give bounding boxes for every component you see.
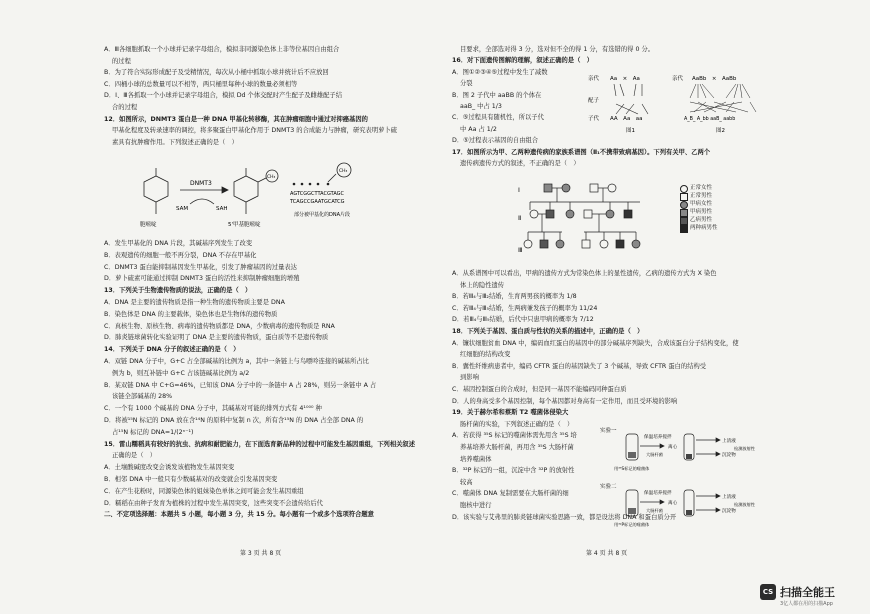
fig-ch3-label: CH₃	[267, 175, 276, 180]
left-page-footer: 第 3 页 共 8 页	[240, 550, 282, 557]
left-text-line: C．DNMT3 蛋白能抑制基因发生甲基化，引发了肿瘤基因的过量表达	[104, 263, 297, 271]
right-text-line: B．图 2 子代中 aaBB 的个体在	[452, 91, 542, 99]
exp1-label: 实验一	[600, 428, 617, 434]
right-text-line: C．⑤过程具有随机性，所以子代	[452, 114, 544, 122]
left-text-line: C．四桶小球的总数量可以不相等，两只桶里每种小球的数量必须相等	[104, 80, 298, 88]
exp-tag1-label: 用³⁵S标记的噬菌体	[614, 466, 650, 471]
right-text-line: 19．关于赫尔希和蔡斯 T2 噬菌体侵染大	[452, 409, 569, 417]
left-text-line: 甲基化程度及转录速率的调控，将多聚蛋白甲基化作用于 DNMT3 的合成能力与肿瘤，研究表明萝卜硫	[112, 127, 398, 135]
fig16-kids1: AA Aa aa	[610, 116, 643, 122]
fig16-gamete: 配子	[588, 98, 600, 104]
left-text-line: A．双链 DNA 分子中，G+C 占全部碱基的比例为 a，其中一条链上与鸟嘌呤连接的碱基所占比	[104, 358, 369, 365]
legend-both-diseases-male: 两种病男性	[690, 225, 718, 231]
left-text-line: B．为了符合实际形成配子及受精情况，每次从小桶中抓取小球并统计后不应放回	[104, 69, 329, 77]
fig16-fig2: 图2	[716, 128, 725, 134]
exp-tag2-label: 用³²P标记的噬菌体	[614, 522, 650, 527]
fig-sam-label: SAM	[176, 206, 189, 212]
left-text-line: 的过程	[112, 57, 131, 65]
scanner-brand-tagline: 3亿人都在用的扫描App	[780, 601, 833, 607]
fig16-parent1: 亲代	[588, 76, 600, 82]
cross-diagram-figure	[586, 70, 770, 136]
right-text-line: C．噬菌体 DNA 复制需要在大肠杆菌的细	[452, 490, 569, 498]
right-text-line: 较高	[460, 478, 473, 486]
fig16-genotypes1: Aa × Aa	[610, 76, 640, 82]
pedigree-legend	[680, 184, 760, 232]
right-text-line: 红细胞的结构改变	[460, 351, 511, 359]
fig16-fig1: 图1	[626, 128, 635, 134]
left-text-line: B．某双链 DNA 中 C+G=46%，已知该 DNA 分子中的一条链中 A 占 28%，则另一条链中 A 占	[104, 381, 377, 389]
right-text-line: A．图①②③④⑤过程中发生了减数	[452, 68, 548, 76]
right-page-footer: 第 4 页 共 8 页	[586, 550, 628, 557]
exp2-label: 实验二	[600, 484, 617, 490]
left-text-line: A．DNA 是主要的遗传物质是指一种生物的遗传物质主要是 DNA	[104, 299, 285, 306]
left-text-line: A．发生甲基化的 DNA 片段，其碱基序列发生了改变	[104, 240, 253, 247]
left-text-line: C．一个有 1000 个碱基的 DNA 分子中，其碱基对可能的排列方式有 4¹⁰⁰⁰ 种	[104, 405, 322, 413]
fig-seq-caption: 部分被甲基化的DNA片段	[294, 212, 351, 218]
left-text-line: 占¹⁵N 标记的 DNA=1/(2ⁿ⁻¹)	[112, 428, 194, 436]
left-text-line: B．表观遗传的细胞一般不再分裂，DNA 不存在甲基化	[104, 251, 257, 259]
fig-seq-top: AGTCGGCTTACGTAGC	[290, 191, 345, 197]
right-text-line: 胞核中进行	[460, 502, 492, 509]
left-text-line: D．Ⅰ、Ⅲ各抓取一个小球并记录字母组合，模拟 Dd 个体交配时产生配子及雌雄配子结	[104, 92, 342, 100]
exp-mix-label-2: 保温培养搅拌	[644, 491, 672, 496]
left-text-line: A．土壤酸碱度改变会诱发该植物发生基因突变	[104, 464, 235, 472]
left-text-line: A．Ⅲ各细胞抓取一个小球并记录字母组合，模拟非同源染色体上非等位基因自由组合	[104, 46, 340, 53]
phage-experiment-figure	[600, 424, 766, 536]
fig-5mc-label: 5'甲基胞嘧啶	[228, 222, 261, 228]
exp-down-label: 沉淀物	[722, 453, 736, 458]
fig16-kids2: A_B_ A_bb aaB_ aabb	[684, 117, 736, 122]
right-text-line: A．若获得 ³⁵S 标记的噬菌体需先用含 ³⁵S 培	[452, 432, 577, 440]
left-text-line: C．真核生物、原核生物、病毒的遗传物质都是 DNA，少数病毒的遗传物质是 RNA	[104, 322, 335, 330]
left-text-line: D．将被¹⁵N 标记的 DNA 放在含¹⁴N 的原料中复制 n 次，所有含¹⁵N 的 DNA 占全部 DNA 的	[104, 417, 364, 424]
fig-cytosine-label: 胞嘧啶	[140, 222, 157, 228]
legend-disease-a-female: 甲病女性	[690, 201, 713, 207]
right-text-line: C．若Ⅲ₄与Ⅲ₅结婚，生两病兼发孩子的概率为 11/24	[452, 304, 598, 312]
fig-ch3-label-2: CH₃	[339, 169, 348, 174]
right-text-line: D．若Ⅲ₄与Ⅲ₅结婚，后代中只患甲病的概率为 7/12	[452, 316, 594, 324]
fig-seq-bottom: TCAGCCGAATGCATCG	[290, 199, 345, 205]
right-text-line: B．³²P 标记的一组，沉淀中含 ³²P 的放射性	[452, 467, 575, 475]
right-text-line: B．囊性纤维病患者中，编码 CFTR 蛋白的基因缺失了 3 个碱基，导致 CFTR 蛋白的结构受	[452, 362, 707, 370]
pedigree-figure	[500, 180, 676, 264]
right-text-line: C．基因控制蛋白的合成时，但是同一基因不能编码同种蛋白质	[452, 386, 627, 393]
fig-sah-label: SAH	[216, 206, 228, 212]
exp-bact-label: 大肠杆菌	[646, 452, 663, 457]
exp-cent-label: 离心	[668, 445, 678, 450]
left-text-line: 例为 b，则互补链中 G+C 占该链碱基比例为 a/2	[112, 369, 250, 377]
right-text-line: B．若Ⅲ₄与Ⅲ₂结婚，生育两男孩的概率为 1/8	[452, 293, 577, 301]
right-text-line: 养基培养大肠杆菌，再用含 ³⁵S 大肠杆菌	[460, 444, 574, 451]
right-text-line: 遗传病遗传方式的叙述，不正确的是（ ）	[460, 160, 580, 167]
pedigree-gen-3: Ⅲ	[518, 246, 523, 254]
exp-down-label-2: 沉淀物	[722, 509, 736, 514]
exp-detect-label: 检测放射性	[734, 446, 755, 451]
right-text-line: aaB_ 中占 1/3	[460, 103, 502, 110]
legend-normal-female: 正常女性	[690, 185, 713, 191]
fig16-genotypes2: AaBb × AaBb	[692, 76, 737, 82]
legend-disease-a-male: 甲病男性	[690, 209, 713, 215]
exp-bact-label-2: 大肠杆菌	[646, 508, 663, 513]
right-text-line: 目要求，全部选对得 3 分，选对但不全的得 1 分，有选错的得 0 分。	[460, 46, 655, 53]
right-text-line: D．该实验与艾弗里的肺炎链球菌实验思路一致，都是设法将 DNA 和蛋白质分开	[452, 513, 677, 521]
left-text-line: B．相邻 DNA 中一般只有少数碱基对的改变就会引发基因突变	[104, 476, 278, 483]
left-column	[104, 0, 420, 560]
legend-normal-male: 正常男性	[690, 193, 713, 199]
right-text-line: 17．如图所示为甲、乙两种遗传病的家族系谱图（Ⅱ₁不携带致病基因）。下列有关甲、乙两个	[452, 148, 711, 156]
right-text-line: 到影响	[460, 374, 479, 382]
fig-enzyme-label: DNMT3	[190, 180, 212, 187]
fig16-parent2: 亲代	[672, 76, 684, 82]
pedigree-gen-2: Ⅱ	[518, 214, 522, 222]
pedigree-gen-1: Ⅰ	[518, 186, 520, 194]
left-text-line: 12．如图所示，DNMT3 蛋白是一种 DNA 甲基化转移酶，其在肿瘤细胞中通过对抑癌基因的	[104, 115, 368, 123]
right-text-line: 培养噬菌体	[460, 455, 492, 463]
exp-up-label-2: 上清液	[722, 495, 736, 500]
methylation-figure	[124, 160, 364, 232]
scanner-watermark	[760, 582, 868, 612]
left-text-line: D．萝卜硫素可能通过抑制 DNMT3 蛋白的活性来抑制肿瘤细胞的增殖	[104, 275, 300, 283]
left-text-line: D．糯稻在由种子发育为植株的过程中发生基因突变，这些突变不会遗传给后代	[104, 499, 323, 507]
left-text-line: 正确的是（ ）	[112, 452, 157, 460]
exp-detect-label-2: 检测放射性	[734, 502, 755, 507]
right-text-line: A．从系谱图中可以看出，甲病的遗传方式为常染色体上的显性遗传，乙病的遗传方式为 X 染色	[452, 270, 717, 277]
right-text-line: 体上的隐性遗传	[460, 281, 505, 289]
right-text-line: D．⑤过程表示基因的自由组合	[452, 137, 539, 145]
right-text-line: A．镰状细胞贫血 DNA 中，编码血红蛋白的基因中的部分碱基序列缺失，合成该蛋白分子结构变化，使	[452, 339, 739, 347]
exp-mix-label: 保温培养搅拌	[644, 435, 672, 440]
left-text-line: D．肺炎链球菌转化实验证明了 DNA 是主要的遗传物质，蛋白质等不是遗传物质	[104, 334, 329, 342]
scanner-logo-icon: CS	[760, 584, 776, 600]
left-text-line: 15．雷山糯稻具有较好的抗虫、抗病和耐肥能力，在下面选育新品种的过程中可能发生基因重组，下列相关叙述	[104, 440, 416, 448]
left-text-line: 13．下列关于生物遗传物质的说法，正确的是（ ）	[104, 287, 252, 295]
left-text-line: 素具有抗肿瘤作用。下列叙述正确的是（ ）	[112, 138, 238, 146]
left-text-line: B．染色体是 DNA 的主要载体，染色体也是生物体的遗传物质	[104, 310, 278, 318]
right-text-line: 分裂	[460, 80, 473, 88]
left-text-line: 14．下列关于 DNA 分子的叙述正确的是（ ）	[104, 346, 240, 354]
left-text-line: 该链全部碱基的 28%	[112, 393, 173, 401]
right-text-line: 18．下列关于基因、蛋白质与性状的关系的描述中，正确的是（ ）	[452, 328, 644, 335]
fig16-offspring: 子代	[588, 116, 600, 122]
legend-disease-b-male: 乙病男性	[690, 217, 713, 223]
right-text-line: 16．对下面遗传图解的理解，叙述正确的是（ ）	[452, 57, 593, 65]
left-text-line: 合的过程	[112, 104, 138, 111]
scanner-brand-name: 扫描全能王	[780, 586, 835, 599]
exp-cent-label-2: 离心	[668, 501, 678, 506]
right-text-line: 肠杆菌的实验，下列叙述正确的是（ ）	[460, 420, 574, 428]
right-text-line: 中 Aa 占 1/2	[460, 125, 497, 133]
left-text-line: 二、不定项选择题：本题共 5 小题，每小题 3 分，共 15 分。每小题有一个或多个选项符合题意	[104, 511, 374, 519]
left-text-line: C．在产生花粉时，同源染色体的姐妹染色单体之间可能会发生基因重组	[104, 487, 304, 495]
right-text-line: D．人的身高受多个基因控制，每个基因都对身高有一定作用，而且受环境的影响	[452, 397, 678, 405]
exp-up-label: 上清液	[722, 439, 736, 444]
